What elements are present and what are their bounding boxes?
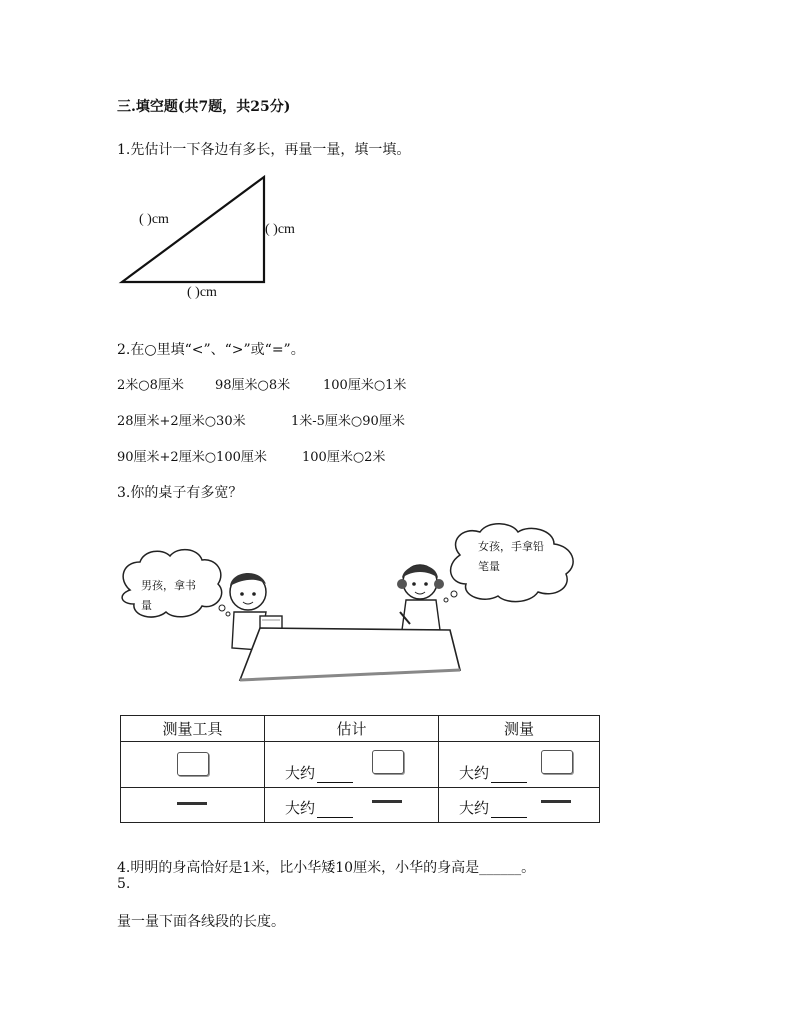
approx-label: 大约 (285, 799, 316, 817)
question-1-text: 1.先估计一下各边有多长，再量一量，填一填。 (117, 142, 411, 158)
hypotenuse-label: ( )cm (139, 212, 169, 227)
compare-item: 100厘米○1米 (323, 378, 407, 393)
girl-cloud-line-1: 女孩，手拿铅 (478, 540, 544, 553)
measurement-table (120, 715, 600, 823)
boy-cloud-line-1: 男孩，拿书 (141, 579, 196, 592)
question-5-number: 5. (117, 876, 131, 892)
measure-cell (439, 788, 600, 823)
approx-label: 大约 (459, 799, 490, 817)
right-triangle-figure (115, 170, 275, 290)
measure-cell (439, 742, 600, 788)
book-icon (372, 750, 404, 774)
pencil-icon (372, 800, 402, 803)
answer-blank[interactable] (317, 781, 353, 783)
table-row (121, 788, 600, 823)
table-header-row (121, 716, 600, 742)
table-row (121, 742, 600, 788)
tool-cell (121, 788, 265, 823)
header-tool: 测量工具 (121, 716, 265, 742)
compare-item: 100厘米○2米 (302, 450, 386, 465)
compare-item: 90厘米+2厘米○100厘米 (117, 450, 267, 465)
tool-cell (121, 742, 265, 788)
compare-item: 2米○8厘米 (117, 378, 184, 393)
right-side-label: ( )cm (265, 222, 295, 237)
question-3-text: 3.你的桌子有多宽？ (117, 485, 243, 501)
boy-cloud-line-2: 量 (141, 599, 152, 612)
question-5-text: 量一量下面各线段的长度。 (117, 914, 285, 930)
bottom-side-label: ( )cm (187, 285, 217, 300)
section-title: 三.填空题(共7题，共25分) (117, 99, 291, 115)
answer-blank[interactable] (491, 781, 527, 783)
header-measure: 测量 (439, 716, 600, 742)
approx-label: 大约 (459, 764, 490, 782)
pencil-icon (541, 800, 571, 803)
book-icon (177, 752, 209, 776)
compare-item: 98厘米○8米 (215, 378, 291, 393)
compare-item: 1米-5厘米○90厘米 (291, 414, 405, 429)
pencil-icon (177, 802, 207, 805)
compare-item: 28厘米+2厘米○30米 (117, 414, 246, 429)
girl-cloud-line-2: 笔量 (478, 560, 500, 573)
answer-blank[interactable] (317, 816, 353, 818)
header-estimate: 估计 (265, 716, 439, 742)
book-icon (541, 750, 573, 774)
question-4-text: 4.明明的身高恰好是1米，比小华矮10厘米，小华的身高是______。 (117, 860, 536, 876)
question-2-text: 2.在○里填“<”、“>”或“=”。 (117, 342, 305, 358)
approx-label: 大约 (285, 764, 316, 782)
answer-blank[interactable] (491, 816, 527, 818)
estimate-cell (265, 742, 439, 788)
estimate-cell (265, 788, 439, 823)
